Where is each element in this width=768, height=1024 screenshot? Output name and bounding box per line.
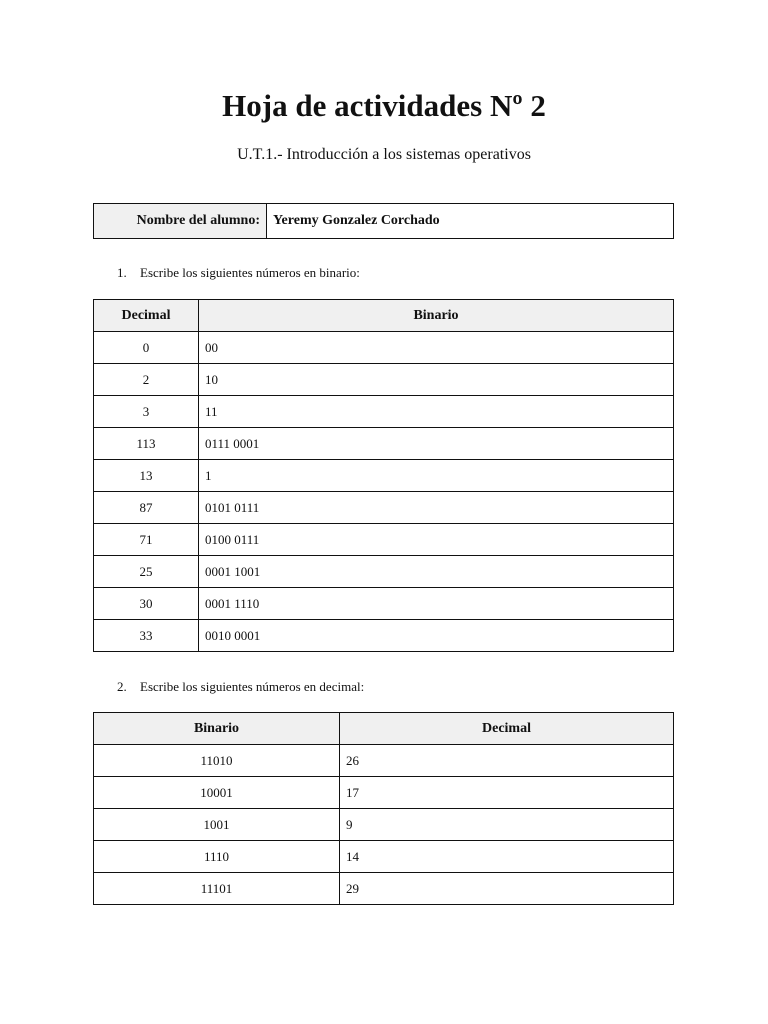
- decimal-cell: 87: [94, 492, 199, 524]
- table-header-row: [94, 713, 674, 745]
- binary-cell: 10001: [94, 777, 340, 809]
- question-2-text: Escribe los siguientes números en decimal:: [140, 679, 365, 694]
- binary-cell: 0010 0001: [199, 620, 674, 652]
- column-header-decimal: Decimal: [94, 300, 199, 332]
- binary-cell: 0111 0001: [199, 428, 674, 460]
- binary-cell: 00: [199, 332, 674, 364]
- page-subtitle: U.T.1.- Introducción a los sistemas operativos: [237, 146, 531, 163]
- question-1: [117, 264, 360, 282]
- table-header-row: [94, 300, 674, 332]
- student-name-table: [93, 203, 674, 239]
- table-row: [94, 777, 674, 809]
- decimal-cell: 71: [94, 524, 199, 556]
- binary-cell: 1110: [94, 841, 340, 873]
- binary-cell: 11010: [94, 745, 340, 777]
- binary-cell: 0100 0111: [199, 524, 674, 556]
- question-1-number: 1.: [117, 265, 127, 280]
- table-row: [94, 873, 674, 905]
- table-row: [94, 588, 674, 620]
- binary-cell: 0001 1110: [199, 588, 674, 620]
- decimal-cell: 30: [94, 588, 199, 620]
- binary-cell: 0001 1001: [199, 556, 674, 588]
- decimal-cell: 26: [340, 745, 674, 777]
- question-1-text: Escribe los siguientes números en binario:: [140, 265, 360, 280]
- question-2: [117, 678, 364, 696]
- binary-to-decimal-table: [93, 712, 674, 905]
- table-row: [94, 809, 674, 841]
- column-header-decimal: Decimal: [340, 713, 674, 745]
- decimal-cell: 13: [94, 460, 199, 492]
- binary-cell: 11101: [94, 873, 340, 905]
- decimal-cell: 3: [94, 396, 199, 428]
- binary-cell: 11: [199, 396, 674, 428]
- page-title: Hoja de actividades Nº 2: [222, 88, 546, 123]
- decimal-to-binary-table: [93, 299, 674, 652]
- table-row: [94, 364, 674, 396]
- table-row: [94, 492, 674, 524]
- student-name-label: Nombre del alumno:: [94, 204, 267, 239]
- binary-cell: 0101 0111: [199, 492, 674, 524]
- decimal-cell: 0: [94, 332, 199, 364]
- binary-cell: 1001: [94, 809, 340, 841]
- decimal-cell: 33: [94, 620, 199, 652]
- binary-cell: 10: [199, 364, 674, 396]
- decimal-cell: 29: [340, 873, 674, 905]
- student-row: [94, 204, 674, 239]
- student-name-value: Yeremy Gonzalez Corchado: [267, 204, 674, 239]
- column-header-binario: Binario: [199, 300, 674, 332]
- decimal-cell: 9: [340, 809, 674, 841]
- table-row: [94, 524, 674, 556]
- table-row: [94, 745, 674, 777]
- table-row: [94, 620, 674, 652]
- table-row: [94, 460, 674, 492]
- column-header-binario: Binario: [94, 713, 340, 745]
- table-row: [94, 428, 674, 460]
- decimal-cell: 113: [94, 428, 199, 460]
- decimal-cell: 17: [340, 777, 674, 809]
- binary-cell: 1: [199, 460, 674, 492]
- decimal-cell: 14: [340, 841, 674, 873]
- decimal-cell: 25: [94, 556, 199, 588]
- table-row: [94, 556, 674, 588]
- decimal-cell: 2: [94, 364, 199, 396]
- question-2-number: 2.: [117, 679, 127, 694]
- table-row: [94, 332, 674, 364]
- table-row: [94, 841, 674, 873]
- table-row: [94, 396, 674, 428]
